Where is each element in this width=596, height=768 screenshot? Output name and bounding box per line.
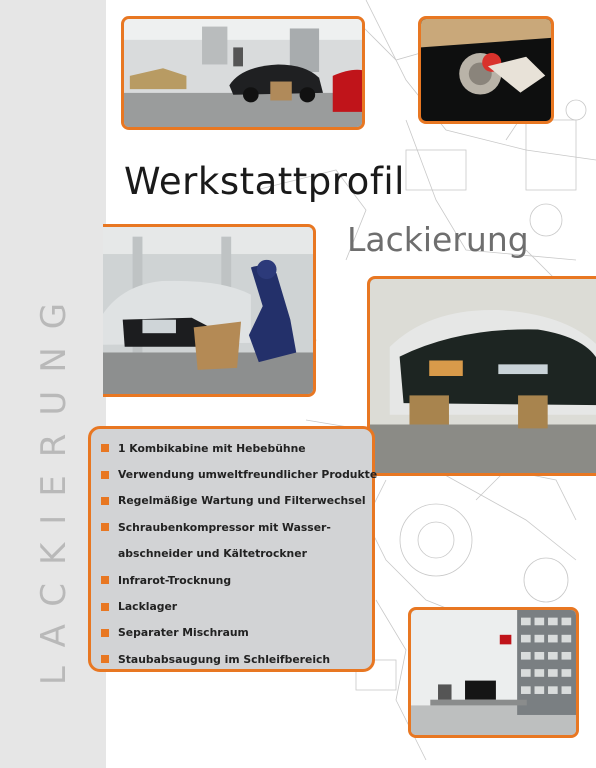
feature-item bbox=[101, 620, 372, 646]
feature-list bbox=[101, 435, 378, 673]
feature-item bbox=[101, 435, 372, 461]
workshop-photo bbox=[121, 16, 365, 130]
bullet-square-icon bbox=[101, 603, 109, 611]
sanding-photo bbox=[418, 16, 554, 124]
page-subtitle: Lackierung bbox=[347, 220, 529, 259]
feature-list-box bbox=[88, 426, 378, 672]
feature-item-label: 1 Kombikabine mit Hebebühne bbox=[118, 441, 306, 455]
feature-item-label: Staubabsaugung im Schleifbereich bbox=[118, 652, 331, 666]
feature-item bbox=[101, 646, 372, 672]
car-booth-photo bbox=[367, 276, 596, 476]
feature-item-label: Schraubenkompressor mit Wasser- bbox=[118, 520, 331, 534]
feature-item bbox=[101, 567, 372, 593]
feature-item-label: Verwendung umweltfreundlicher Produkte bbox=[118, 468, 378, 482]
bullet-square-icon bbox=[101, 576, 109, 584]
feature-item-label: Separater Mischraum bbox=[118, 626, 249, 640]
mixing-room-photo bbox=[408, 607, 579, 738]
feature-item bbox=[101, 488, 372, 514]
bullet-square-icon bbox=[101, 523, 109, 531]
vertical-heading: LACKIERUNG bbox=[34, 284, 74, 686]
feature-item bbox=[101, 593, 372, 619]
bullet-square-icon bbox=[101, 655, 109, 663]
feature-item-label: Infrarot-Trocknung bbox=[118, 573, 232, 587]
bullet-square-icon bbox=[101, 629, 109, 637]
feature-item-label: Lacklager bbox=[118, 600, 178, 614]
page-title: Werkstattprofil bbox=[124, 160, 405, 203]
feature-item bbox=[101, 461, 378, 487]
bullet-square-icon bbox=[101, 444, 109, 452]
feature-item bbox=[101, 514, 372, 540]
bullet-square-icon bbox=[101, 471, 109, 479]
feature-item-label: Regelmäßige Wartung und Filterwechsel bbox=[118, 494, 366, 508]
feature-item-continuation bbox=[101, 541, 372, 567]
bullet-spacer bbox=[101, 550, 109, 558]
painter-photo bbox=[103, 224, 316, 397]
bullet-square-icon bbox=[101, 497, 109, 505]
feature-item-label: abschneider und Kältetrockner bbox=[118, 547, 307, 561]
